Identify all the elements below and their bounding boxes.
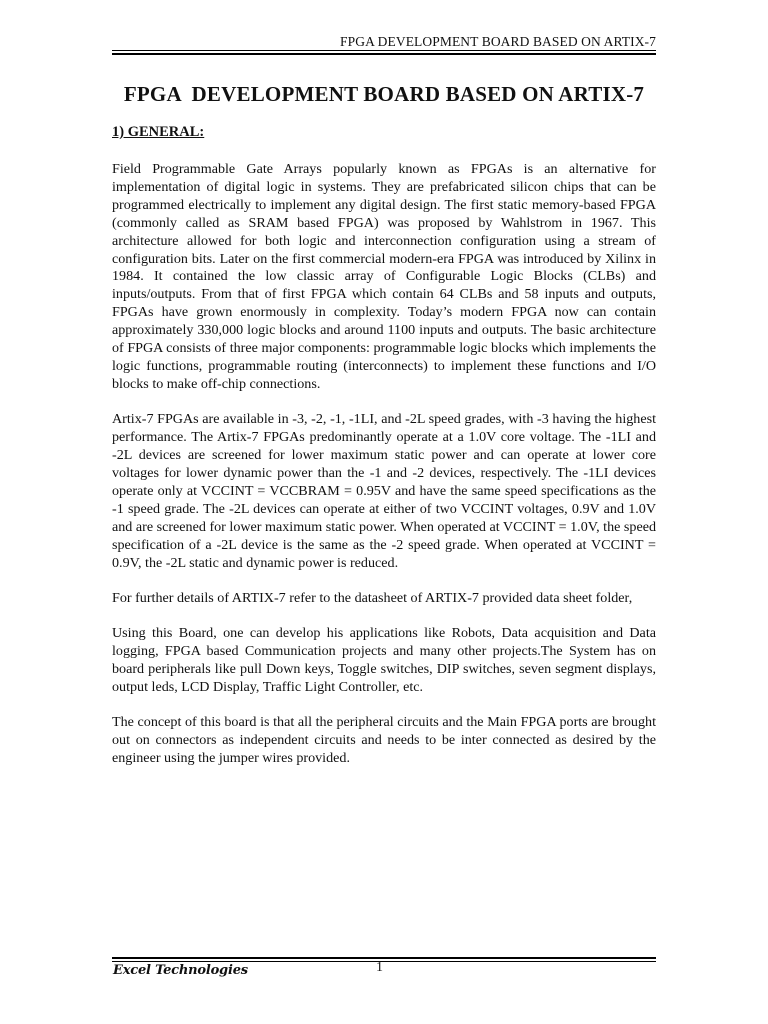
paragraph-board-applications: Using this Board, one can develop his applications like Robots, Data acquisition and Data logging, FPGA based Communication projects and many other projects.The System has on board peripherals like pull Down keys, Toggle switches, DIP switches, seven segment displays, output leds, LCD Display, Traffic Light Controller, etc. [112, 625, 656, 696]
footer-rule-thin [112, 961, 656, 962]
footer-rule-thick [112, 957, 656, 959]
paragraph-datasheet-reference: For further details of ARTIX-7 refer to the datasheet of ARTIX-7 provided data sheet folder, [112, 589, 633, 606]
header-rule-thick [112, 53, 656, 55]
footer-company-name: Excel Technologies [113, 963, 248, 978]
paragraph-fpga-intro: Field Programmable Gate Arrays popularly known as FPGAs is an alternative for implementation of digital logic in systems. They are prefabricated silicon chips that can be programmed electrically to implement any digital design. The first static memory-based FPGA (commonly called as SRAM based FPGA) was proposed by Wahlstrom in 1967. This architecture allowed for both logic and interconnection configuration using a stream of configuration bits. Later on the first commercial modern-era FPGA was introduced by Xilinx in 1984. It contained the low classic array of Configurable Logic Blocks (CLBs) and inputs/outputs. From that of first FPGA which contain 64 CLBs and 58 inputs and outputs, FPGAs have grown enormously in complexity. Today’s modern FPGA now can contain approximately 330,000 logic blocks and around 1100 inputs and outputs. The basic architecture of FPGA consists of three major components: programmable logic blocks which implements the logic functions, programmable routing (interconnects) to implement these functions and I/O blocks to make off-chip connections. [112, 161, 656, 392]
page-number: 1 [376, 960, 383, 975]
paragraph-board-concept: The concept of this board is that all the peripheral circuits and the Main FPGA ports are brought out on connectors as independent circuits and needs to be inter connected as desired by the engineer using the jumper wires provided. [112, 714, 656, 767]
section-heading-general: 1) GENERAL: [112, 124, 205, 140]
running-header: FPGA DEVELOPMENT BOARD BASED ON ARTIX-7 [340, 34, 656, 49]
header-rule-thin [112, 50, 656, 51]
document-title: FPGA DEVELOPMENT BOARD BASED ON ARTIX-7 [123, 82, 645, 106]
body-text [112, 161, 656, 786]
paragraph-artix7-speed-grades: Artix-7 FPGAs are available in -3, -2, -1, -1LI, and -2L speed grades, with -3 having the highest performance. The Artix-7 FPGAs predominantly operate at a 1.0V core voltage. The -1LI and -2L devices are screened for lower maximum static power and can operate at lower core voltages for lower dynamic power than the -1 and -2 devices, respectively. The -1LI devices operate only at VCCINT = VCCBRAM = 0.95V and have the same speed specifications as the -1 speed grade. The -2L devices can operate at either of two VCCINT voltages, 0.9V and 1.0V and are screened for lower maximum static power. When operated at VCCINT = 1.0V, the speed specification of a -2L device is the same as the -2 speed grade. When operated at VCCINT = 0.9V, the -2L static and dynamic power is reduced. [112, 411, 656, 571]
